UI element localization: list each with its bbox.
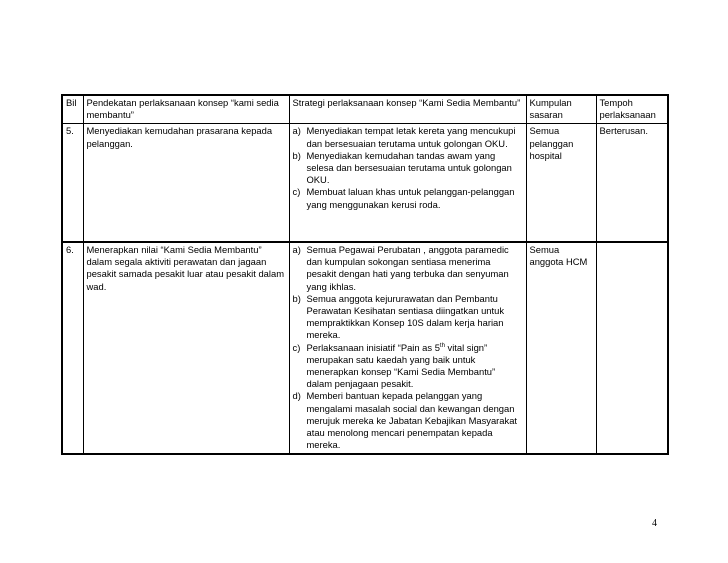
page-number: 4 <box>652 518 657 529</box>
header-bil: Bil <box>62 95 83 124</box>
item-text-part: Perlaksanaan inisiatif “Pain as 5 <box>306 341 440 353</box>
strategy-item <box>293 244 523 293</box>
item-text-part: vital sign” merupakan satu kaedah yang baik untuk menerapkan konsep “Kami Sedia Membantu” dalam penjagaan pesakit. <box>306 341 496 390</box>
row-pendekatan: Menyediakan kemudahan prasarana kepada pelanggan. <box>83 124 289 242</box>
item-label: d) <box>292 390 301 402</box>
row-tempoh: Berterusan. <box>596 124 668 242</box>
item-label: c) <box>292 341 301 353</box>
strategy-item <box>293 150 523 187</box>
header-pendekatan: Pendekatan perlaksanaan konsep “kami sedia membantu” <box>83 95 289 124</box>
row-strategi <box>289 242 526 454</box>
strategy-item <box>293 342 523 391</box>
item-label: a) <box>292 243 301 255</box>
header-tempoh: Tempoh perlaksanaan <box>596 95 668 124</box>
superscript: th <box>439 342 445 349</box>
row-bil: 6. <box>62 242 83 454</box>
item-text: Semua anggota kejururawatan dan Pembantu Perawatan Kesihatan sentiasa diingatkan untuk mempraktikkan Konsep 10S dalam kerja harian mereka. <box>306 292 505 341</box>
item-label: b) <box>292 292 301 304</box>
item-text: Semua Pegawai Perubatan , anggota paramedic dan kumpulan sokongan sentiasa menerima pesakit dengan hati yang terbuka dan senyuman yang ikhlas. <box>306 243 509 292</box>
strategy-table <box>61 94 669 455</box>
header-kumpulan: Kumpulan sasaran <box>526 95 596 124</box>
row-kumpulan: Semua pelanggan hospital <box>526 124 596 242</box>
row-tempoh <box>596 242 668 454</box>
item-text: Menyediakan tempat letak kereta yang mencukupi dan bersesuaian terutama untuk golongan OKU. <box>306 125 516 149</box>
row-pendekatan: Menerapkan nilai “Kami Sedia Membantu” dalam segala aktiviti perawatan dan jagaan pesakit samada pesakit luar atau pesakit dalam wad. <box>83 242 289 454</box>
item-label: b) <box>292 149 301 161</box>
row-kumpulan: Semua anggota HCM <box>526 242 596 454</box>
strategy-item <box>293 390 523 451</box>
strategy-item <box>293 125 523 149</box>
header-strategi: Strategi perlaksanaan konsep “Kami Sedia Membantu” <box>289 95 526 124</box>
item-text: Memberi bantuan kepada pelanggan yang mengalami masalah social dan kewangan dengan merujuk mereka ke Jabatan Kebajikan Masyarakat atau menolong mencari penempatan kepada mereka. <box>306 390 518 451</box>
row-bil: 5. <box>62 124 83 242</box>
strategy-item <box>293 293 523 342</box>
strategy-item <box>293 186 523 210</box>
item-label: a) <box>292 125 301 137</box>
item-text: Menyediakan kemudahan tandas awam yang selesa dan bersesuaian terutama untuk golongan OKU. <box>306 149 512 186</box>
row-strategi <box>289 124 526 242</box>
item-label: c) <box>292 186 301 198</box>
table-row <box>62 242 668 454</box>
item-text <box>307 342 523 391</box>
table-row <box>62 124 668 242</box>
table-header-row <box>62 95 668 124</box>
item-text: Membuat laluan khas untuk pelanggan-pelanggan yang menggunakan kerusi roda. <box>306 186 515 210</box>
